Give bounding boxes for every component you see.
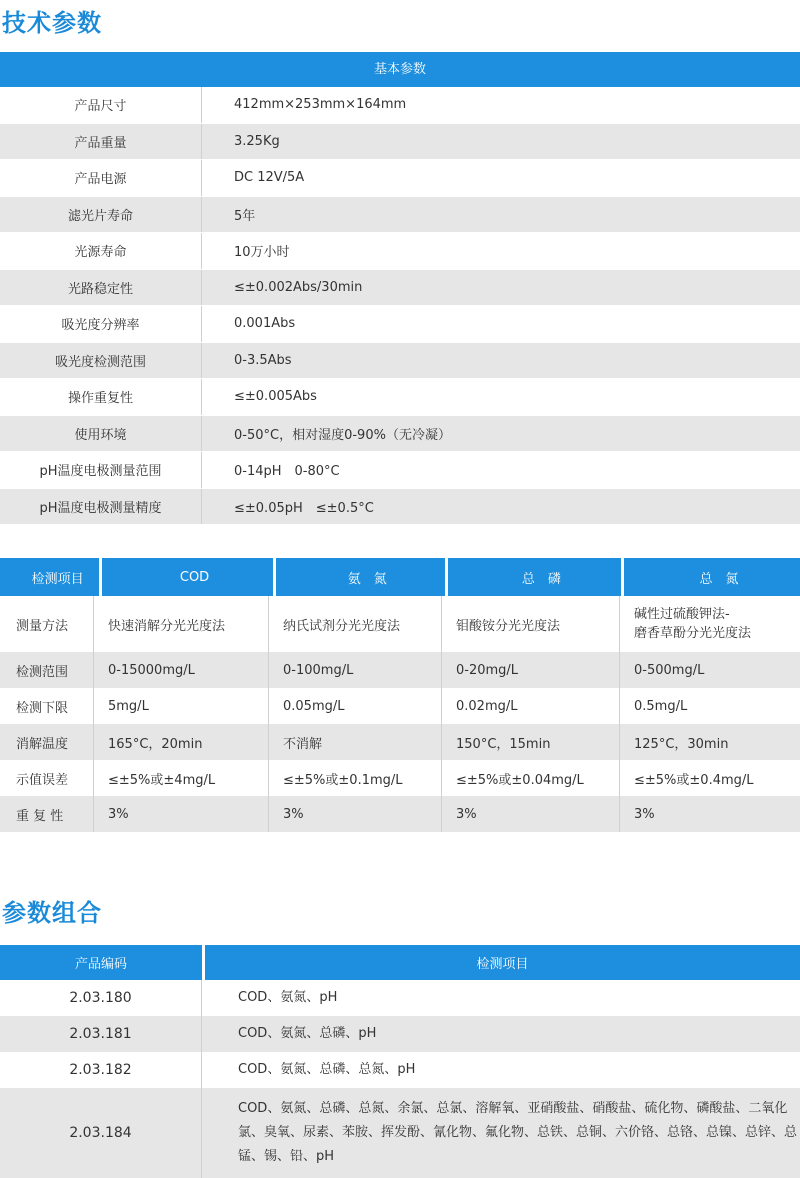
param-value: 10万小时 — [234, 245, 290, 261]
param-label: 吸光度检测范围 — [0, 343, 202, 379]
header-cell: 总 氮 — [624, 558, 800, 596]
cell: 0-100mg/L — [268, 652, 441, 688]
param-label: 操作重复性 — [0, 379, 202, 415]
param-label: 吸光度分辨率 — [0, 306, 202, 342]
param-label: 产品电源 — [0, 160, 202, 196]
cell: 碱性过硫酸钾法- 磨香草酚分光光度法 — [619, 596, 800, 652]
cell: 0.5mg/L — [619, 688, 800, 724]
param-label: 使用环境 — [0, 416, 202, 452]
table-row — [0, 197, 800, 234]
header-cell: 检测项目 — [0, 558, 99, 596]
param-value: 0-3.5Abs — [234, 352, 292, 368]
table-row — [0, 160, 800, 197]
row-label: 检测下限 — [16, 700, 69, 716]
row-label: 消解温度 — [16, 736, 69, 752]
cell: 3% — [93, 796, 268, 832]
table-row — [0, 416, 800, 453]
table-row — [0, 980, 800, 1016]
row-label: 测量方法 — [16, 618, 69, 634]
detection-list: COD、氨氮、总磷、总氮、pH — [238, 1062, 416, 1077]
table-row — [0, 379, 800, 416]
param-label: 光路稳定性 — [0, 270, 202, 306]
table-row — [0, 343, 800, 380]
detection-list: COD、氨氮、pH — [238, 990, 338, 1005]
product-code: 2.03.184 — [0, 1088, 202, 1178]
param-value: ≤±0.002Abs/30min — [234, 279, 363, 295]
table-row — [0, 760, 800, 796]
cell: 钼酸铵分光光度法 — [441, 596, 619, 652]
param-value: 0.001Abs — [234, 316, 296, 332]
param-value: 0-50°C，相对湿度0-90%（无冷凝） — [234, 427, 451, 443]
param-label: 产品重量 — [0, 124, 202, 160]
cell: 快速消解分光光度法 — [93, 596, 268, 652]
param-label: pH温度电极测量范围 — [0, 452, 202, 488]
param-value: 5年 — [234, 208, 256, 224]
param-label: 滤光片寿命 — [0, 197, 202, 233]
header-cell: 检测项目 — [205, 945, 800, 980]
basic-params-header: 基本参数 — [0, 52, 800, 87]
param-combo-header — [0, 945, 800, 980]
cell: 0-20mg/L — [441, 652, 619, 688]
cell: ≤±5%或±0.4mg/L — [619, 760, 800, 796]
table-row — [0, 270, 800, 307]
param-label: 产品尺寸 — [0, 87, 202, 123]
table-row — [0, 1016, 800, 1052]
cell: 3% — [268, 796, 441, 832]
cell: 150°C，15min — [441, 724, 619, 760]
cell: 0-500mg/L — [619, 652, 800, 688]
param-value: 3.25Kg — [234, 133, 280, 149]
param-value: DC 12V/5A — [234, 170, 305, 186]
detection-items-table — [0, 558, 800, 832]
detection-list: COD、氨氮、总磷、总氮、余氯、总氯、溶解氧、亚硝酸盐、硝酸盐、硫化物、磷酸盐、二氧化氯、臭氧、尿素、苯胺、挥发酚、氰化物、氟化物、总铁、总铜、六价铬、总铬、总镍、总锌、总锰、锡、铅、pH — [238, 1101, 798, 1164]
detection-items-header — [0, 558, 800, 596]
cell: ≤±5%或±0.1mg/L — [268, 760, 441, 796]
cell: 0-15000mg/L — [93, 652, 268, 688]
table-row — [0, 652, 800, 688]
header-cell: 产品编码 — [0, 945, 202, 980]
header-cell: 总 磷 — [448, 558, 621, 596]
basic-params-table — [0, 52, 800, 525]
product-code: 2.03.180 — [0, 980, 202, 1016]
section-title-tech-params: 技术参数 — [2, 9, 102, 37]
cell: 纳氏试剂分光光度法 — [268, 596, 441, 652]
table-row — [0, 124, 800, 161]
table-row — [0, 796, 800, 832]
table-row — [0, 233, 800, 270]
cell: 125°C，30min — [619, 724, 800, 760]
detection-list: COD、氨氮、总磷、pH — [238, 1026, 377, 1041]
cell: 不消解 — [268, 724, 441, 760]
param-label: 光源寿命 — [0, 233, 202, 269]
table-row — [0, 1052, 800, 1088]
param-label: pH温度电极测量精度 — [0, 489, 202, 525]
param-value: ≤±0.05pH ≤±0.5°C — [234, 500, 374, 516]
param-value: ≤±0.005Abs — [234, 389, 317, 405]
product-code: 2.03.182 — [0, 1052, 202, 1088]
row-label: 重 复 性 — [16, 808, 64, 824]
header-cell: 氨 氮 — [276, 558, 445, 596]
table-row — [0, 306, 800, 343]
section-title-param-combo: 参数组合 — [2, 899, 102, 927]
table-row — [0, 688, 800, 724]
product-code: 2.03.181 — [0, 1016, 202, 1052]
table-row — [0, 489, 800, 526]
param-value: 412mm×253mm×164mm — [234, 97, 407, 113]
cell: ≤±5%或±0.04mg/L — [441, 760, 619, 796]
row-label: 检测范围 — [16, 664, 69, 680]
table-row — [0, 596, 800, 652]
cell: 5mg/L — [93, 688, 268, 724]
header-cell: COD — [102, 558, 273, 596]
cell: 0.05mg/L — [268, 688, 441, 724]
row-label: 示值误差 — [16, 772, 69, 788]
table-row — [0, 1088, 800, 1178]
table-row — [0, 452, 800, 489]
param-value: 0-14pH 0-80°C — [234, 464, 340, 480]
cell: 0.02mg/L — [441, 688, 619, 724]
cell: 3% — [619, 796, 800, 832]
cell: 3% — [441, 796, 619, 832]
param-combo-table — [0, 945, 800, 1178]
table-row — [0, 724, 800, 760]
cell: ≤±5%或±4mg/L — [93, 760, 268, 796]
cell: 165°C，20min — [93, 724, 268, 760]
table-row — [0, 87, 800, 124]
